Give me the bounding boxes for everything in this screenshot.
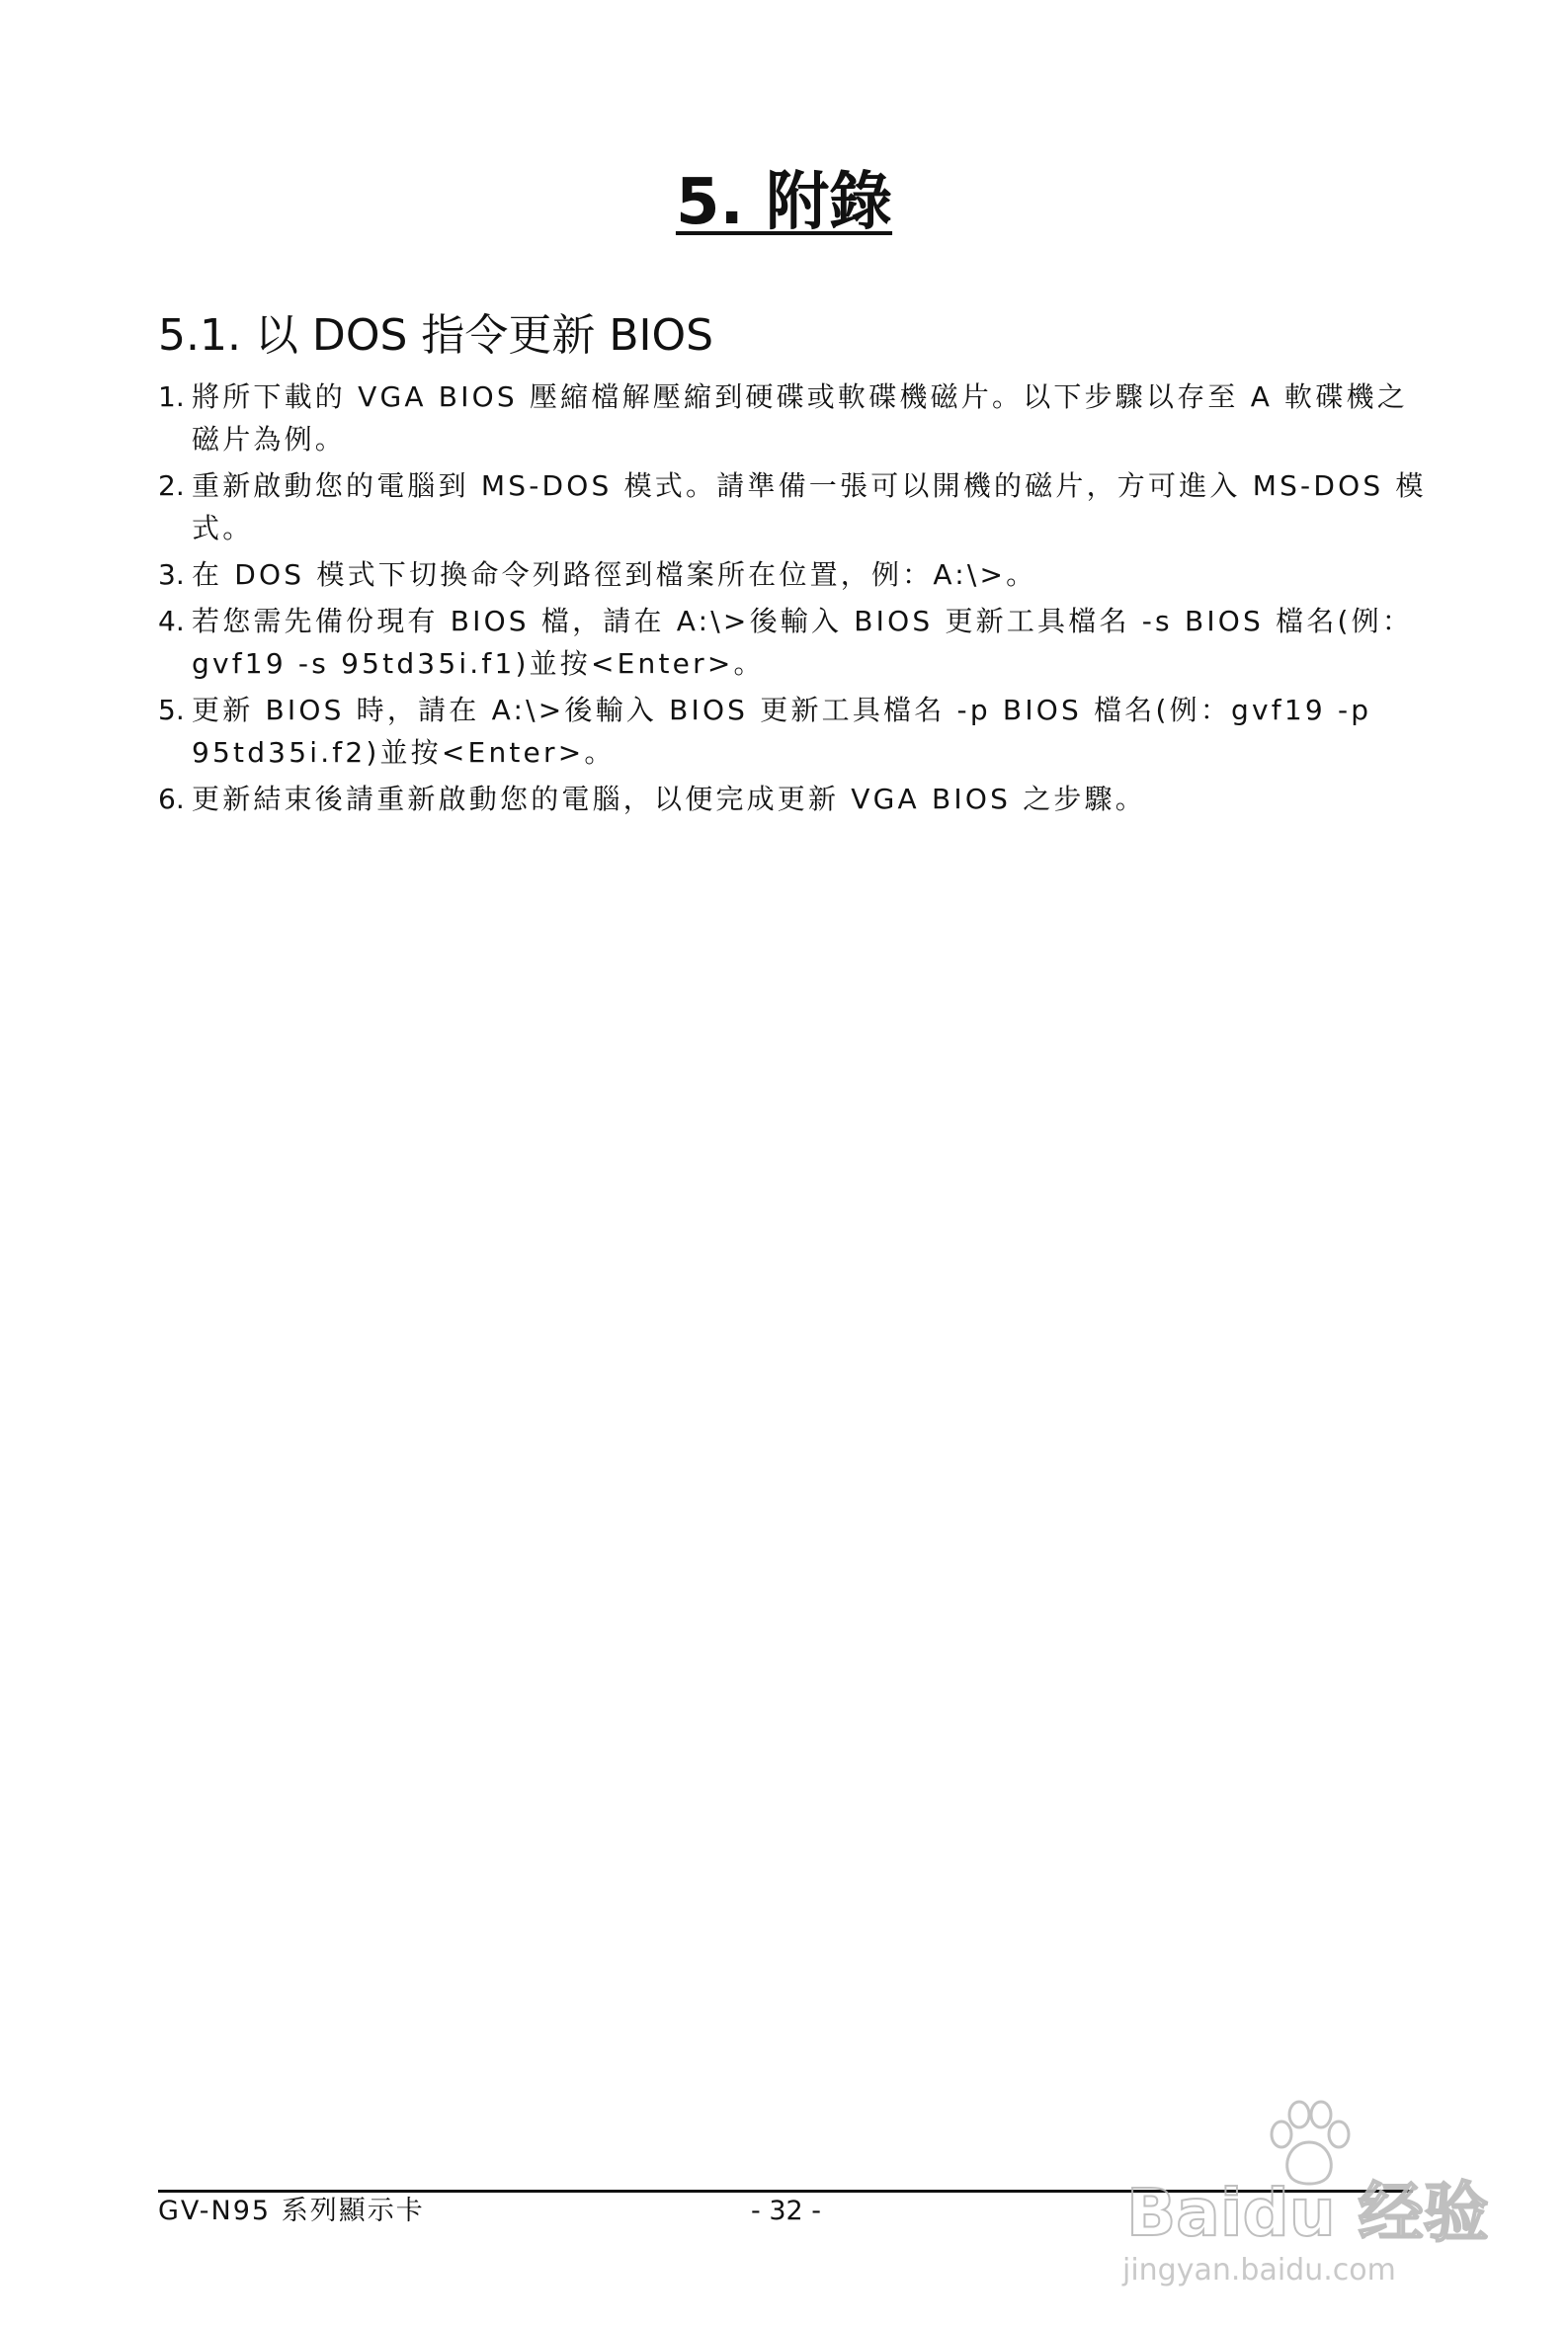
- step-text: 在 DOS 模式下切換命令列路徑到檔案所在位置，例：A:\>。: [192, 558, 1037, 591]
- watermark-url: jingyan.baidu.com: [1122, 2253, 1396, 2288]
- step-text: 更新結束後請重新啟動您的電腦，以便完成更新 VGA BIOS 之步驟。: [192, 783, 1146, 815]
- step-item: [158, 689, 1428, 774]
- step-item: [158, 600, 1428, 685]
- step-number: 4.: [158, 605, 185, 637]
- page-title: [0, 158, 1568, 247]
- watermark-brand: Baidu 经验: [1126, 2175, 1489, 2251]
- step-number: 3.: [158, 558, 185, 591]
- baidu-watermark: [1116, 2095, 1512, 2292]
- step-item: [158, 553, 1428, 596]
- page-title-text: 5. 附錄: [675, 166, 893, 239]
- step-item: [158, 778, 1428, 820]
- step-number: 1.: [158, 380, 185, 413]
- step-text: 將所下載的 VGA BIOS 壓縮檔解壓縮到硬碟或軟碟機磁片。以下步驟以存至 A 軟碟機之磁片為例。: [192, 380, 1408, 456]
- step-item: [158, 464, 1428, 549]
- footer-product-name: GV-N95 系列顯示卡: [158, 2196, 425, 2226]
- step-text: 重新啟動您的電腦到 MS-DOS 模式。請準備一張可以開機的磁片，方可進入 MS-DOS 模式。: [192, 469, 1427, 544]
- step-item: [158, 375, 1428, 460]
- step-text: 更新 BIOS 時，請在 A:\>後輸入 BIOS 更新工具檔名 -p BIOS 檔名(例：gvf19 -p 95td35i.f2)並按<Enter>。: [192, 694, 1372, 769]
- step-number: 2.: [158, 469, 185, 502]
- section-heading: 5.1. 以 DOS 指令更新 BIOS: [158, 310, 714, 361]
- step-text: 若您需先備份現有 BIOS 檔，請在 A:\>後輸入 BIOS 更新工具檔名 -s BIOS 檔名(例：gvf19 -s 95td35i.f1)並按<Enter>。: [192, 605, 1414, 680]
- footer-page-number: - 32 -: [751, 2196, 822, 2226]
- steps-list: [158, 375, 1428, 824]
- step-number: 6.: [158, 783, 185, 815]
- step-number: 5.: [158, 694, 185, 726]
